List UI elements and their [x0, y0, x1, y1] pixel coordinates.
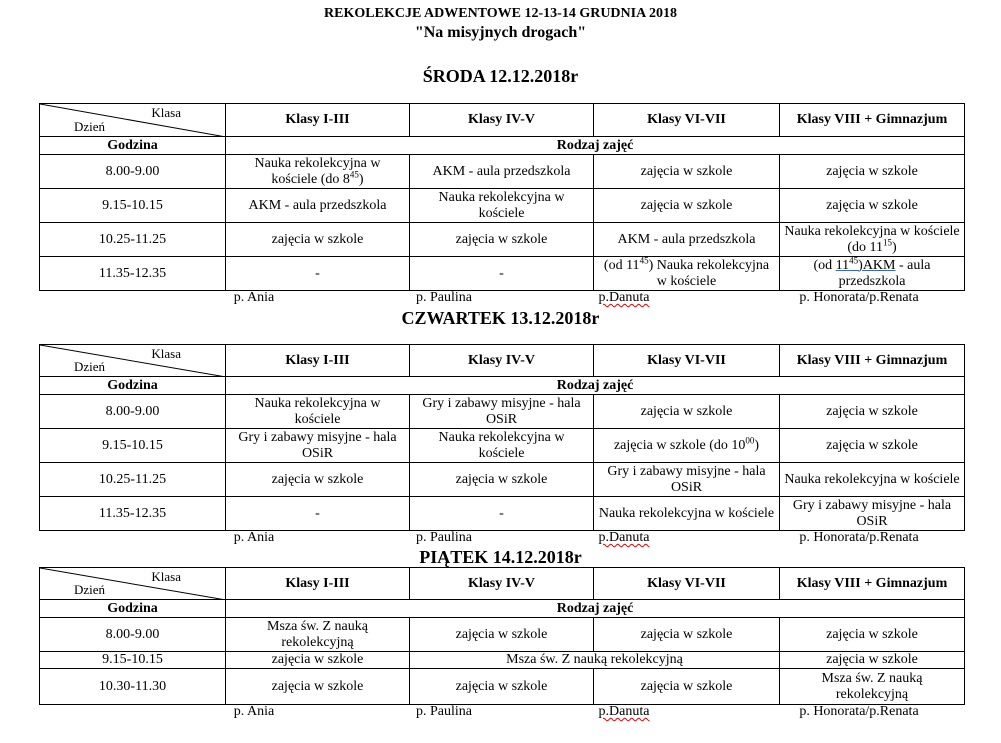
schedule-table-czwartek — [39, 344, 965, 531]
teacher-name: p. Honorata/p.Renata — [799, 290, 919, 305]
time-cell: 9.15-10.15 — [40, 429, 226, 463]
activity-cell: zajęcia w szkole — [780, 652, 965, 669]
document-subtitle: "Na misyjnych drogach" — [414, 24, 587, 41]
time-cell: 8.00-9.00 — [40, 395, 226, 429]
column-header: Klasy VIII + Gimnazjum — [780, 345, 965, 377]
activity-cell: zajęcia w szkole — [410, 618, 594, 652]
godzina-label: Godzina — [40, 600, 226, 618]
day-heading-piatek: PIĄTEK 14.12.2018r — [419, 547, 582, 567]
corner-klasa: Klasa — [151, 105, 181, 120]
column-header: Klasy IV-V — [410, 104, 594, 137]
time-cell: 10.25-11.25 — [40, 223, 226, 257]
rodzaj-zajec-label: Rodzaj zajęć — [226, 377, 965, 395]
column-header: Klasy I-III — [226, 568, 410, 600]
column-header: Klasy IV-V — [410, 345, 594, 377]
time-cell: 8.00-9.00 — [40, 155, 226, 189]
activity-cell: zajęcia w szkole — [410, 223, 594, 257]
activity-cell: AKM - aula przedszkola — [410, 155, 594, 189]
activity-cell: Nauka rekolekcyjna w kościele — [410, 189, 594, 223]
corner-dzien: Dzień — [74, 119, 106, 134]
column-header: Klasy VI-VII — [594, 104, 780, 137]
activity-cell: (od $11^{45}$) Nauka rekolekcyjna w kościele — [594, 257, 780, 291]
day-heading-czwartek: CZWARTEK 13.12.2018r — [401, 308, 600, 328]
corner-cell — [40, 345, 226, 377]
column-header: Klasy VIII + Gimnazjum — [780, 568, 965, 600]
activity-cell: zajęcia w szkole — [226, 669, 410, 705]
activity-cell: Gry i zabawy misyjne - hala OSiR — [226, 429, 410, 463]
activity-cell: zajęcia w szkole — [410, 669, 594, 705]
activity-cell: zajęcia w szkole — [226, 223, 410, 257]
activity-cell: zajęcia w szkole — [594, 395, 780, 429]
diagonal-line — [40, 104, 226, 137]
activity-cell: Nauka rekolekcyjna w kościele — [594, 497, 780, 531]
activity-cell: - — [226, 497, 410, 531]
godzina-label: Godzina — [40, 137, 226, 155]
rodzaj-zajec-label: Rodzaj zajęć — [226, 600, 965, 618]
activity-cell: Nauka rekolekcyjna w kościele — [780, 463, 965, 497]
column-header: Klasy I-III — [226, 104, 410, 137]
diagonal-line — [40, 345, 226, 377]
time-cell: 9.15-10.15 — [40, 189, 226, 223]
godzina-label: Godzina — [40, 377, 226, 395]
day-heading-sroda: ŚRODA 12.12.2018r — [422, 66, 579, 86]
activity-cell: - — [226, 257, 410, 291]
activity-cell: Msza św. Z nauką rekolekcyjną — [226, 618, 410, 652]
corner-cell — [40, 568, 226, 600]
activity-cell: zajęcia w szkole — [780, 395, 965, 429]
activity-cell: Nauka rekolekcyjna w kościele (do $8^{45}$) — [226, 155, 410, 189]
teacher-name: p.Danuta — [598, 704, 650, 719]
corner-dzien: Dzień — [74, 582, 106, 597]
teacher-name: p. Ania — [233, 530, 275, 545]
teachers-row-sroda — [39, 290, 964, 306]
activity-cell: Gry i zabawy misyjne - hala OSiR — [780, 497, 965, 531]
teacher-name: p. Paulina — [416, 530, 472, 545]
activity-cell: zajęcia w szkole — [226, 463, 410, 497]
activity-cell: Nauka rekolekcyjna w kościele — [226, 395, 410, 429]
activity-cell: zajęcia w szkole — [410, 463, 594, 497]
rodzaj-zajec-label: Rodzaj zajęć — [226, 137, 965, 155]
schedule-table-sroda — [39, 103, 965, 291]
teacher-name: p.Danuta — [598, 290, 650, 305]
column-header: Klasy VI-VII — [594, 345, 780, 377]
time-cell: 11.35-12.35 — [40, 497, 226, 531]
activity-cell: zajęcia w szkole — [226, 652, 410, 669]
corner-dzien: Dzień — [74, 359, 106, 374]
time-cell: 11.35-12.35 — [40, 257, 226, 291]
column-header: Klasy VIII + Gimnazjum — [780, 104, 965, 137]
teachers-row-piatek — [39, 704, 964, 720]
time-cell: 10.30-11.30 — [40, 669, 226, 705]
time-cell: 9.15-10.15 — [40, 652, 226, 669]
activity-cell: zajęcia w szkole — [780, 189, 965, 223]
teacher-name: p. Paulina — [416, 290, 472, 305]
activity-cell: AKM - aula przedszkola — [226, 189, 410, 223]
activity-cell: - — [410, 257, 594, 291]
activity-cell: zajęcia w szkole — [594, 618, 780, 652]
teacher-name: p. Honorata/p.Renata — [799, 530, 919, 545]
teacher-name: p. Honorata/p.Renata — [799, 704, 919, 719]
column-header: Klasy VI-VII — [594, 568, 780, 600]
activity-cell: zajęcia w szkole — [780, 618, 965, 652]
activity-cell: Nauka rekolekcyjna w kościele (do $11^{15}$) — [780, 223, 965, 257]
column-header: Klasy IV-V — [410, 568, 594, 600]
activity-cell: zajęcia w szkole — [780, 429, 965, 463]
corner-klasa: Klasa — [151, 569, 181, 584]
activity-cell: - — [410, 497, 594, 531]
activity-cell: Gry i zabawy misyjne - hala OSiR — [410, 395, 594, 429]
teacher-name: p. Ania — [233, 290, 275, 305]
activity-cell-merged: Msza św. Z nauką rekolekcyjną — [410, 652, 780, 669]
teacher-name: p.Danuta — [598, 530, 650, 545]
diagonal-line — [40, 568, 226, 600]
activity-cell: (od $11^{45})AKM$ - aula przedszkola — [780, 257, 965, 291]
activity-cell: AKM - aula przedszkola — [594, 223, 780, 257]
teacher-name: p. Ania — [233, 704, 275, 719]
activity-cell: zajęcia w szkole — [594, 669, 780, 705]
corner-cell — [40, 104, 226, 137]
activity-cell: zajęcia w szkole — [594, 155, 780, 189]
activity-cell: Msza św. Z nauką rekolekcyjną — [780, 669, 965, 705]
document-title: REKOLEKCJE ADWENTOWE 12-13-14 GRUDNIA 2018 — [324, 6, 677, 21]
activity-cell: Gry i zabawy misyjne - hala OSiR — [594, 463, 780, 497]
time-cell: 10.25-11.25 — [40, 463, 226, 497]
time-cell: 8.00-9.00 — [40, 618, 226, 652]
teacher-name: p. Paulina — [416, 704, 472, 719]
activity-cell: zajęcia w szkole (do $10^{00}$) — [594, 429, 780, 463]
schedule-table-piatek — [39, 567, 965, 705]
activity-cell: Nauka rekolekcyjna w kościele — [410, 429, 594, 463]
teachers-row-czwartek — [39, 530, 964, 546]
activity-cell: zajęcia w szkole — [594, 189, 780, 223]
activity-cell: zajęcia w szkole — [780, 155, 965, 189]
corner-klasa: Klasa — [151, 346, 181, 361]
column-header: Klasy I-III — [226, 345, 410, 377]
